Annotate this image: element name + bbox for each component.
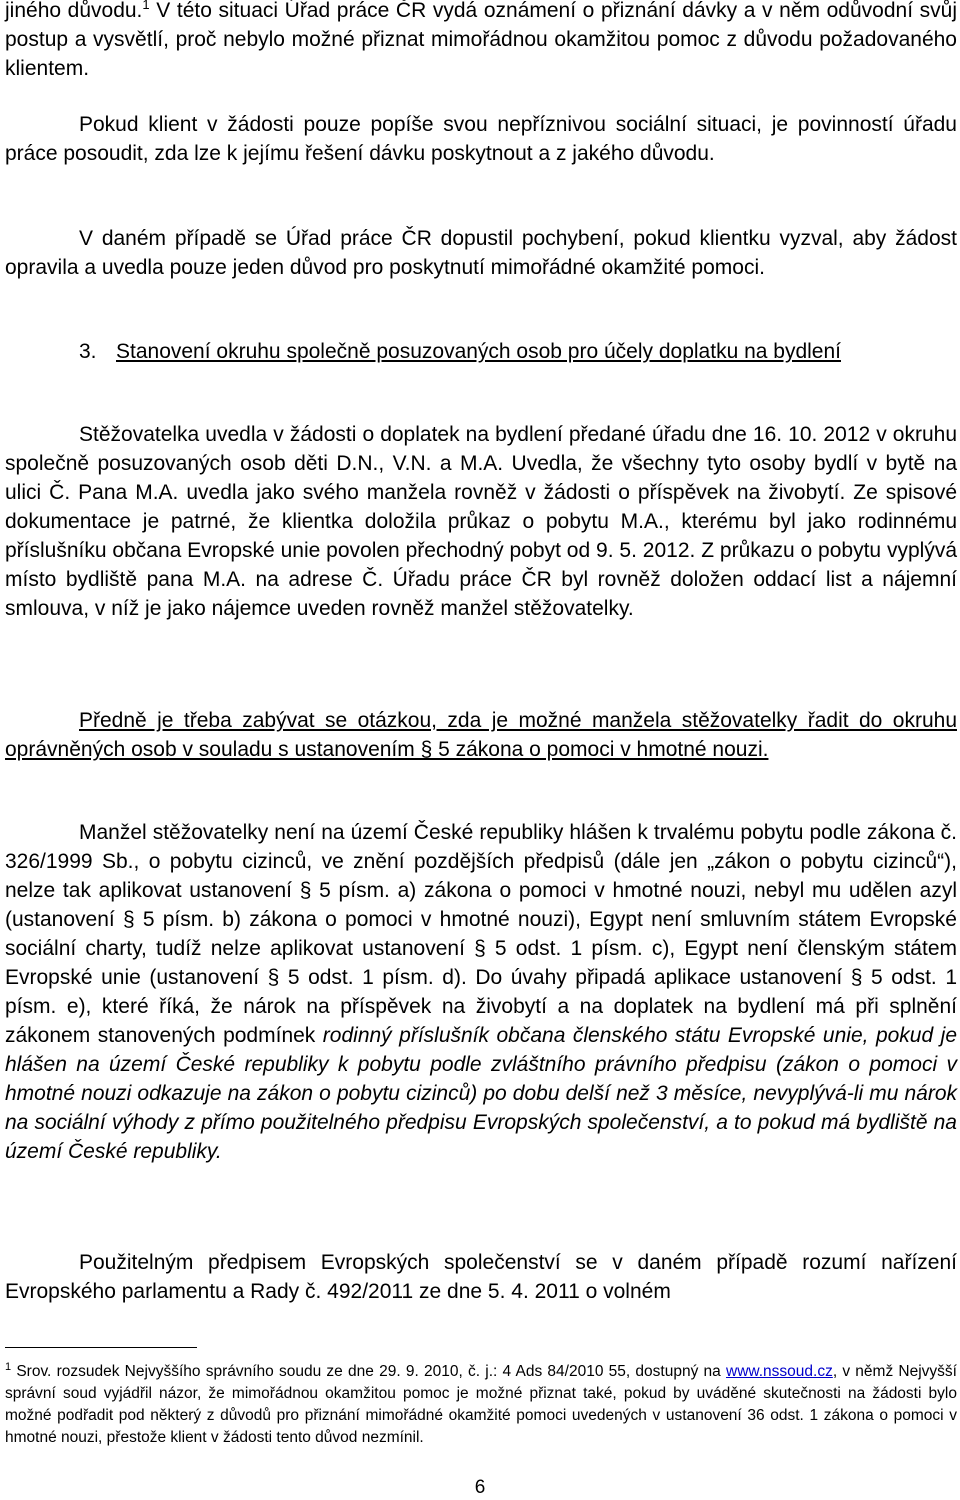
statute-quote: rodinný příslušník občana členského státu Evropské unie, pokud je hlášen na území České republiky k pobytu podle zvláštního právního předpisu (zákon o pomoci v hmotné nouzi odkazuje na zákon o pobytu cizinců) po dobu delší než 3 měsíce, nevyplývá-li mu nárok na sociální výhody z přímo použitelného předpisu Evropských společenství, a to pokud má bydliště na území České republiky. bbox=[5, 1024, 957, 1163]
footnote-text: , v němž Nejvyšší správní soud vyjádřil názor, že mimořádnou okamžitou pomoc je možné přiznat také, pokud by uváděné skutečnosti na žádosti bylo možné podřadit pod některý z důvodů pro přiznání mimořádné okamžité pomoci uvedených v ustanovení 36 odst. 1 zákona o pomoci v hmotné nouzi, přestože klient v žádosti tento důvod nezmínil. bbox=[5, 1363, 957, 1446]
footnote-mark: 1 bbox=[5, 1360, 12, 1373]
footnote-separator bbox=[5, 1347, 197, 1348]
paragraph-reason-notice bbox=[5, 0, 957, 83]
footnote-reference[interactable]: 1 bbox=[142, 0, 150, 12]
section-heading bbox=[5, 337, 957, 366]
paragraph-text: , o pobytu cizinců, ve znění pozdějších předpisů (dále jen „zákon o pobytu cizinců“), nelze tak aplikovat ustanovení § 5 písm. a) zákona o pomoci v hmotné nouzi, nebyl mu udělen azyl (ustanovení § 5 písm. b) zákona o pomoci v hmotné nouzi), Egypt není smluvním státem Evropské sociální charty, tudíž nelze aplikovat ustanovení § 5 odst. 1 písm. c), Egypt není členským státem Evropské unie (ustanovení § 5 odst. 1 písm. d). Do úvahy připadá aplikace ustanovení § 5 odst. 1 písm. e), které říká, že nárok na příspěvek na živobytí a na doplatek na bydlení má při splnění zákonem stanovených podmínek bbox=[5, 850, 957, 1047]
footnote-link[interactable]: www.nssoud.cz bbox=[726, 1363, 833, 1380]
paragraph-legal-analysis bbox=[5, 818, 957, 1166]
paragraph-office-error: V daném případě se Úřad práce ČR dopustil pochybení, pokud klientku vyzval, aby žádost opravila a uvedla pouze jeden důvod pro poskytnutí mimořádné okamžité pomoci. bbox=[5, 227, 957, 279]
paragraph-eligibility-question: Předně je třeba zabývat se otázkou, zda je možné manžela stěžovatelky řadit do okruhu oprávněných osob v souladu s ustanovením § 5 zákona o pomoci v hmotné nouzi. bbox=[5, 709, 957, 761]
section-title: Stanovení okruhu společně posuzovaných osob pro účely doplatku na bydlení bbox=[116, 340, 841, 363]
paragraph-text: V této situaci Úřad práce ČR vydá oznámení o přiznání dávky a v něm odůvodní svůj postup a vysvětlí, proč nebylo možné přiznat mimořádnou okamžitou pomoc z důvodu požadovaného klientem. bbox=[5, 0, 957, 80]
paragraph-text: jiného důvodu. bbox=[5, 0, 143, 22]
page-number: 6 bbox=[474, 1477, 486, 1498]
section-number: 3. bbox=[79, 340, 97, 363]
footnote bbox=[5, 1361, 957, 1449]
paragraph-eu-regulation: Použitelným předpisem Evropských společenství se v daném případě rozumí nařízení Evropského parlamentu a Rady č. 492/2011 ze dne 5. 4. 2011 o volném bbox=[5, 1251, 957, 1303]
paragraph-client-situation: Pokud klient v žádosti pouze popíše svou nepříznivou sociální situaci, je povinností úřadu práce posoudit, zda lze k jejímu řešení dávku poskytnout a z jakého důvodu. bbox=[5, 113, 957, 165]
paragraph-application-details: Stěžovatelka uvedla v žádosti o doplatek na bydlení předané úřadu dne 16. 10. 2012 v okruhu společně posuzovaných osob děti D.N., V.N. a M.A. Uvedla, že všechny tyto osoby bydlí v bytě na ulici Č. Pana M.A. uvedla jako svého manžela rovněž v žádosti o příspěvek na živobytí. Ze spisové dokumentace je patrné, že klientka doložila průkaz o pobytu M.A., kterému byl jako rodinnému příslušníku občana Evropské unie povolen přechodný pobyt od 9. 5. 2012. Z průkazu o pobytu vyplývá místo bydliště pana M.A. na adrese Č. Úřadu práce ČR byl rovněž doložen oddací list a nájemní smlouva, v níž je jako nájemce uveden rovněž manžel stěžovatelky. bbox=[5, 423, 957, 620]
footnote-text: Srov. rozsudek Nejvyššího správního soudu ze dne 29. 9. 2010, č. j.: 4 Ads 84/2010 55, dostupný na bbox=[11, 1363, 726, 1380]
paragraph-text: Manžel stěžovatelky není na území České republiky hlášen k trvalému pobytu podle zákona č. 326/1999 Sb. bbox=[5, 821, 957, 873]
